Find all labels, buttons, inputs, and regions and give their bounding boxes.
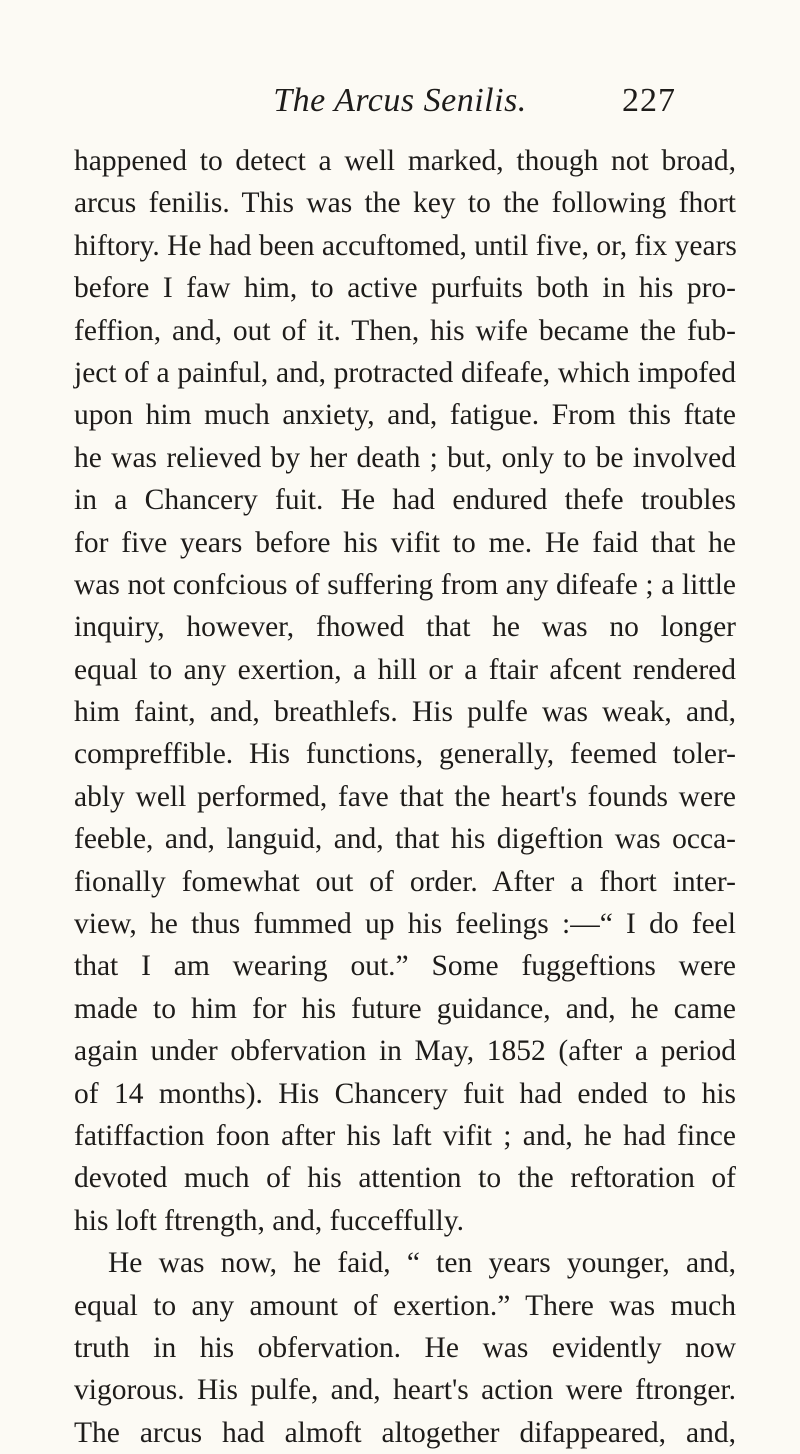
text-line: equal to any exertion, a hill or a ftair afcent rendered (74, 653, 736, 686)
text-line: was not confcious of suffering from any difeafe ; a little (74, 568, 736, 601)
paragraph-start-line: He was now, he faid, “ ten years younger, and, (108, 1247, 736, 1280)
text-line: equal to any amount of exertion.” There was much (74, 1289, 736, 1322)
text-line: fionally fomewhat out of order. After a fhort inter- (74, 865, 736, 898)
text-line: of 14 months). His Chancery fuit had ended to his (74, 1077, 736, 1110)
text-line: him faint, and, breathlefs. His pulfe was weak, and, (74, 696, 736, 729)
text-line: again under obfervation in May, 1852 (after a period (74, 1035, 736, 1068)
text-line: feffion, and, out of it. Then, his wife became the fub- (74, 314, 736, 347)
text-line: inquiry, however, fhowed that he was no longer (74, 611, 736, 644)
text-line: ject of a painful, and, protracted difeafe, which impofed (74, 356, 736, 389)
body-text (74, 140, 736, 1454)
text-line: feeble, and, languid, and, that his digeftion was occa- (74, 823, 736, 856)
paragraph-end-line: his loft ftrength, and, fucceffully. (74, 1204, 464, 1237)
text-line: that I am wearing out.” Some fuggeftions were (74, 950, 736, 983)
text-line: upon him much anxiety, and, fatigue. From this ftate (74, 399, 736, 432)
text-line: arcus fenilis. This was the key to the following fhort (74, 187, 736, 220)
text-line: compreffible. His functions, generally, feemed toler- (74, 738, 736, 771)
text-line: before I faw him, to active purfuits both in his pro- (74, 272, 736, 305)
text-line: for five years before his vifit to me. He faid that he (74, 526, 736, 559)
text-line: hiftory. He had been accuftomed, until five, or, fix years (74, 229, 737, 262)
text-line: fatiffaction foon after his laft vifit ; and, he had fince (74, 1119, 736, 1152)
text-line: ably well performed, fave that the heart's founds were (74, 780, 736, 813)
text-line: The arcus had almoft altogether difappeared, and, (74, 1416, 736, 1449)
page-number: 227 (622, 82, 676, 119)
text-line: in a Chancery fuit. He had endured thefe troubles (74, 484, 736, 517)
text-line: he was relieved by her death ; but, only to be involved (74, 441, 736, 474)
text-line: truth in his obfervation. He was evidently now (74, 1331, 736, 1364)
text-line: view, he thus fummed up his feelings :—“ I do feel (74, 908, 736, 941)
text-line: vigorous. His pulfe, and, heart's action were ftronger. (74, 1374, 736, 1407)
page-header (0, 82, 800, 132)
text-line: made to him for his future guidance, and, he came (74, 992, 736, 1025)
running-title: The Arcus Senilis. (273, 82, 527, 119)
text-line: happened to detect a well marked, though not broad, (74, 145, 736, 177)
text-line: devoted much of his attention to the reftoration of (74, 1162, 736, 1195)
